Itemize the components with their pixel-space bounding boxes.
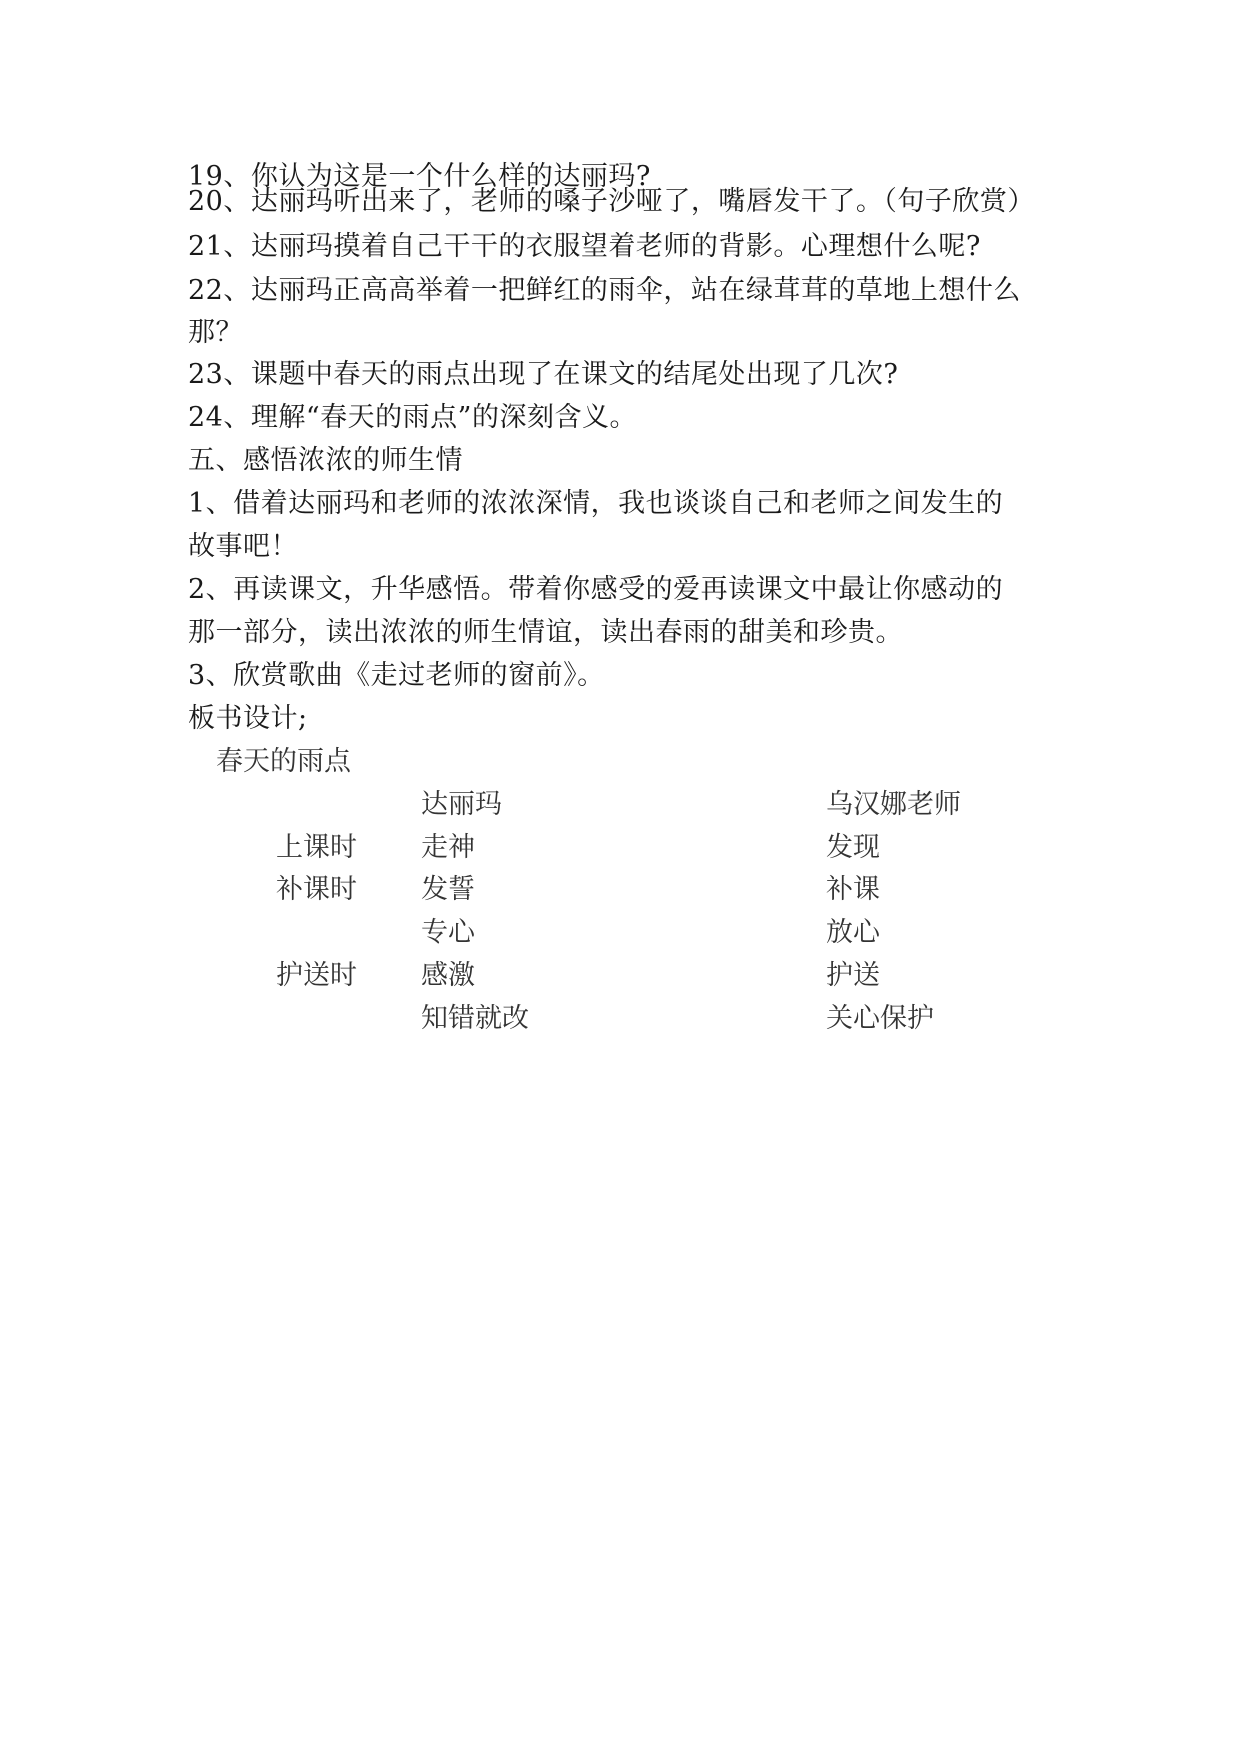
- text-line: 19、你认为这是一个什么样的达丽玛?: [188, 161, 651, 192]
- board-student-cell: 知错就改: [421, 1003, 529, 1034]
- board-teacher-cell: 关心保护: [826, 1003, 934, 1034]
- board-phase: 补课时: [276, 874, 357, 905]
- board-title: 春天的雨点: [216, 746, 351, 777]
- board-phase: 上课时: [276, 832, 357, 863]
- text-line: 那一部分，读出浓浓的师生情谊，读出春雨的甜美和珍贵。: [188, 617, 903, 648]
- text-line: 2、再读课文，升华感悟。带着你感受的爱再读课文中最让你感动的: [188, 574, 1004, 605]
- text-line: 3、欣赏歌曲《走过老师的窗前》。: [188, 660, 605, 691]
- board-col-student: 达丽玛: [421, 789, 502, 820]
- text-line: 24、理解“春天的雨点”的深刻含义。: [188, 402, 637, 433]
- section-heading: 五、感悟浓浓的师生情: [188, 445, 463, 476]
- text-line: 22、达丽玛正高高举着一把鲜红的雨伞，站在绿茸茸的草地上想什么: [188, 275, 1021, 306]
- board-phase: 护送时: [276, 960, 357, 991]
- board-teacher-cell: 补课: [826, 874, 880, 905]
- text-line: 23、课题中春天的雨点出现了在课文的结尾处出现了几次?: [188, 359, 899, 390]
- board-student-cell: 发誓: [421, 874, 475, 905]
- board-student-cell: 走神: [421, 832, 475, 863]
- board-heading: 板书设计;: [188, 703, 308, 734]
- text-line: 那？: [188, 317, 243, 348]
- board-col-teacher: 乌汉娜老师: [826, 789, 961, 820]
- text-line: 20、达丽玛听出来了，老师的嗓子沙哑了，嘴唇发干了。（句子欣赏）: [188, 186, 1035, 217]
- text-line: 21、达丽玛摸着自己干干的衣服望着老师的背影。心理想什么呢?: [188, 231, 981, 262]
- text-line: 1、借着达丽玛和老师的浓浓深情，我也谈谈自己和老师之间发生的: [188, 488, 1004, 519]
- board-student-cell: 感激: [421, 960, 475, 991]
- board-student-cell: 专心: [421, 917, 475, 948]
- board-teacher-cell: 放心: [826, 917, 880, 948]
- board-teacher-cell: 发现: [826, 832, 880, 863]
- board-teacher-cell: 护送: [826, 960, 880, 991]
- text-line: 故事吧！: [188, 531, 298, 562]
